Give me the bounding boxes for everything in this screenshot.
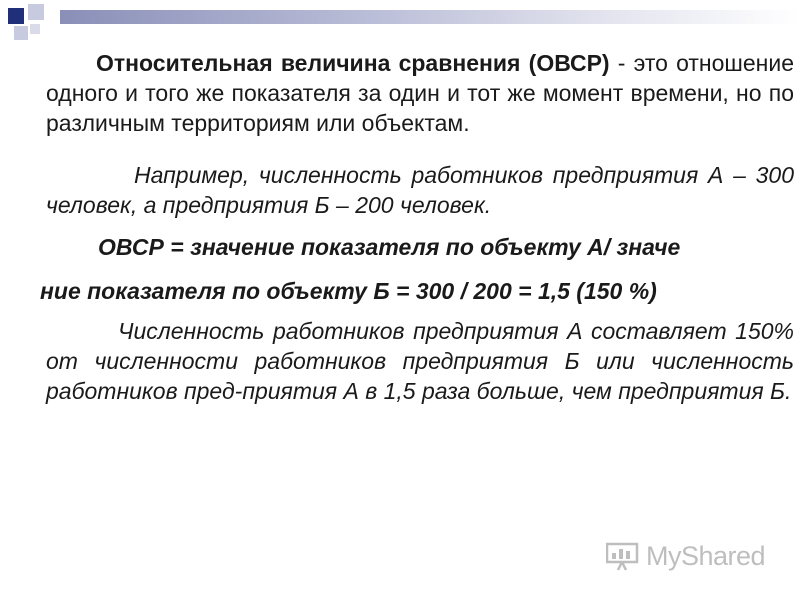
slide-content [40, 48, 794, 406]
myshared-logo-icon [606, 541, 640, 571]
formula-line-2: ние показателя по объекту Б = 300 / 200 = 1,5 (150 %) [40, 278, 657, 304]
formula-line-1: ОВСР = значение показателя по объекту А/ значе [98, 234, 681, 260]
definition-term: Относительная величина сравнения (ОВСР) [96, 50, 610, 76]
decorative-square [14, 26, 28, 40]
decorative-square [8, 8, 24, 24]
watermark [606, 536, 765, 576]
header-decoration-bar [60, 10, 800, 24]
conclusion-paragraph: Численность работников предприятия А составляет 150% от численности работников предприятия Б или численность работников пред-приятия А в 1,5 раза больше, чем предприятия Б. [46, 318, 794, 404]
definition-paragraph [46, 48, 794, 138]
decorative-square [28, 4, 44, 20]
example-paragraph: Например, численность работников предприятия А – 300 человек, а предприятия Б – 200 человек. [46, 162, 794, 218]
definition-text: - это отношение одного и того же показателя за один и тот же момент времени, но по различным территориям или объектам. [46, 50, 794, 136]
watermark-text: MyShared [646, 540, 766, 571]
decorative-square [30, 24, 40, 34]
